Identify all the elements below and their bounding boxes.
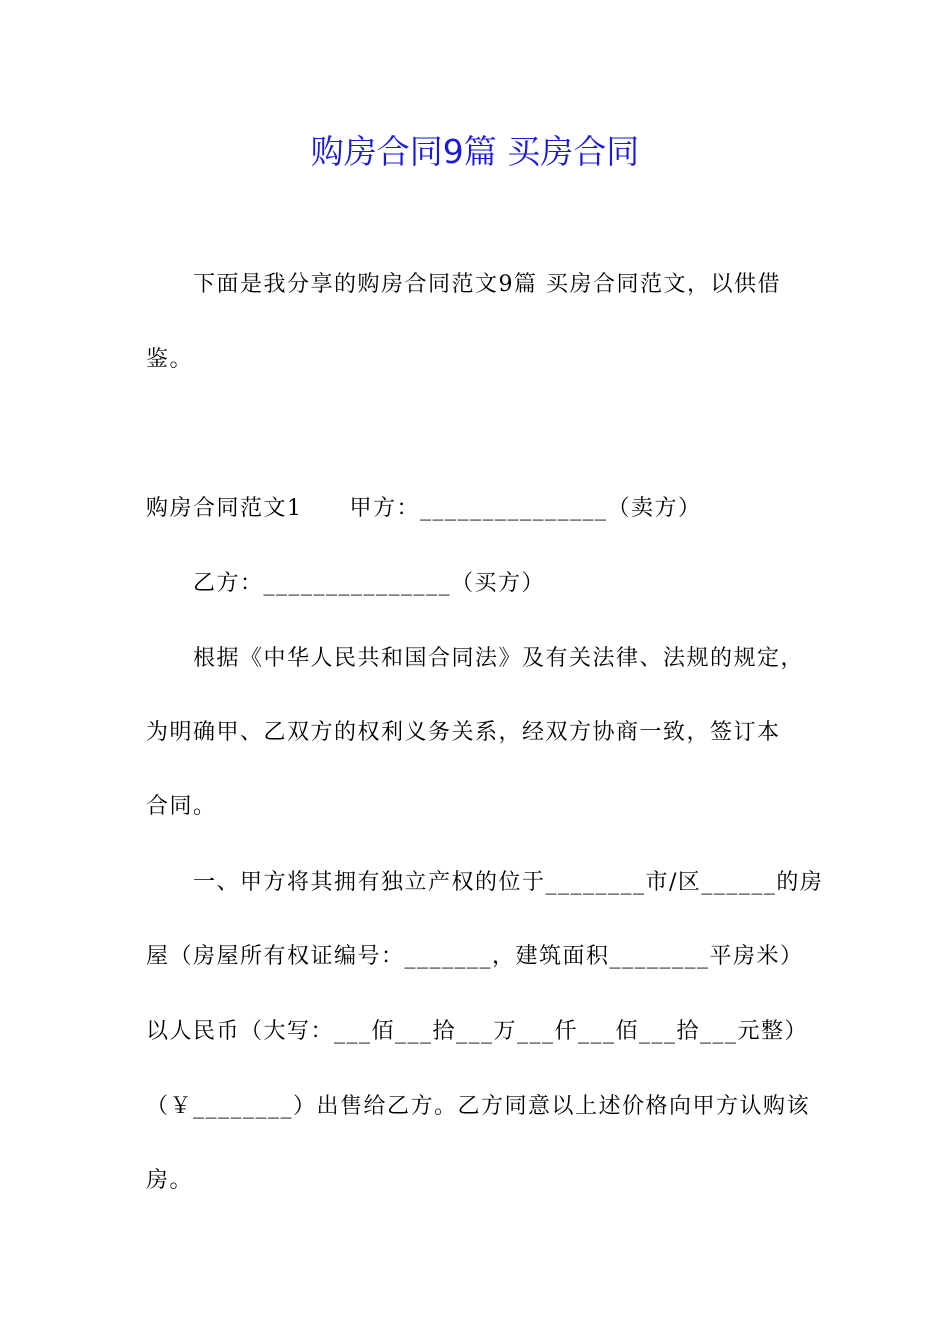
paragraph-basis-line-3: 合同。	[146, 794, 217, 819]
sample-heading-party-a: 购房合同范文1 甲方：_______________（卖方）	[146, 496, 702, 521]
intro-line-2: 鉴。	[146, 347, 194, 372]
intro-line-1: 下面是我分享的购房合同范文9篇 买房合同范文，以供借	[193, 272, 781, 297]
clause-one-line-5: 房。	[146, 1168, 194, 1193]
clause-one-line-2: 屋（房屋所有权证编号：_______，建筑面积________平房米）	[146, 944, 804, 969]
clause-one-line-3: 以人民币（大写：___佰___拾___万___仟___佰___拾___元整）	[146, 1019, 809, 1044]
clause-one-line-1: 一、甲方将其拥有独立产权的位于________市/区______的房	[193, 870, 824, 895]
party-b-line: 乙方：_______________（买方）	[193, 571, 546, 596]
document-title: 购房合同9篇 买房合同	[310, 132, 640, 171]
clause-one-line-4: （￥________）出售给乙方。乙方同意以上述价格向甲方认购该	[146, 1094, 811, 1119]
paragraph-basis-line-1: 根据《中华人民共和国合同法》及有关法律、法规的规定，	[193, 646, 805, 671]
paragraph-basis-line-2: 为明确甲、乙双方的权利义务关系，经双方协商一致，签订本	[146, 720, 781, 745]
